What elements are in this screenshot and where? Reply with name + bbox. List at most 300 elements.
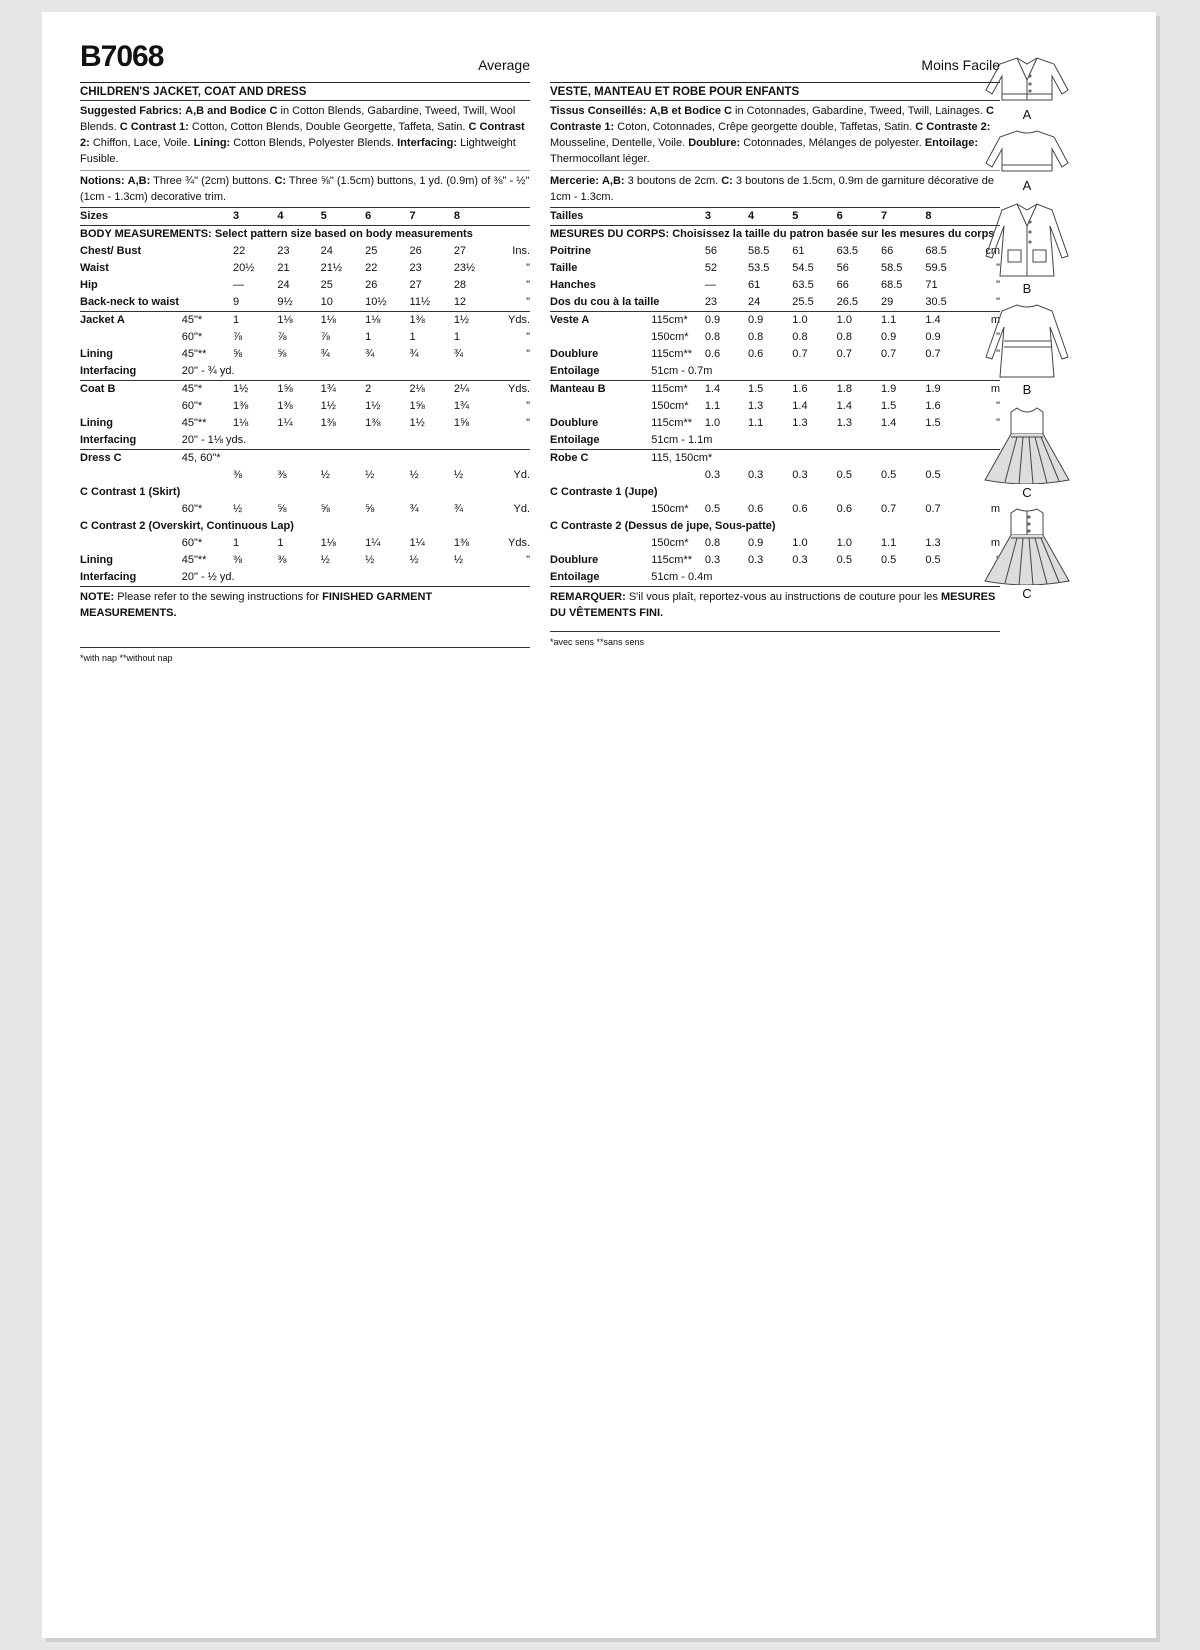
size-value: 7 <box>881 208 925 226</box>
row-value: 1.1 <box>704 400 721 412</box>
row-value: 0.7 <box>792 348 808 360</box>
row-value: 0.5 <box>836 554 852 566</box>
notions: Notions: A,B: Three ¾" (2cm) buttons. C: Three ⅝" (1.5cm) buttons, 1 yd. (0.9m) of ⅜" - ½" (1cm - 1.3cm) decorative trim. <box>80 170 530 205</box>
row-value: 25.5 <box>792 296 814 308</box>
table-row <box>550 329 1000 346</box>
row-label: C Contraste 1 (Jupe) <box>550 486 658 498</box>
row-unit: m <box>965 381 1000 399</box>
row-value: 23½ <box>453 262 476 274</box>
jacket-front-icon <box>982 54 1072 106</box>
row-value: 1.1 <box>747 417 764 429</box>
row-value: 1.6 <box>925 400 941 412</box>
table-row <box>80 363 530 381</box>
table-row <box>550 535 1000 552</box>
figure-b-back: B <box>972 301 1082 396</box>
measurement-table <box>80 207 530 586</box>
row-label: Coat B <box>80 381 182 399</box>
row-value: 1⅜ <box>232 400 249 412</box>
row-value: 0.7 <box>880 348 897 360</box>
row-value: 0.9 <box>880 331 897 343</box>
figure-b-front: B <box>972 200 1082 295</box>
row-value: 0.3 <box>747 469 764 481</box>
row-value: 23 <box>277 245 290 257</box>
row-value: 26 <box>365 279 378 291</box>
row-unit: cm <box>985 245 1000 257</box>
row-value: 30.5 <box>925 296 947 308</box>
row-value: 56 <box>704 245 718 257</box>
fabric-width: 20" - ¾ yd. <box>181 365 235 377</box>
row-value: ½ <box>320 554 330 566</box>
row-value: ⅜ <box>232 469 243 481</box>
row-label <box>550 467 651 484</box>
difficulty-level: Moins Facile <box>921 57 1000 73</box>
row-label: Entoilage <box>550 365 600 377</box>
row-label <box>550 329 651 346</box>
row-value: 1 <box>365 331 372 343</box>
sizes-label: Sizes <box>80 208 233 226</box>
row-label: Chest/ Bust <box>80 245 142 257</box>
fabric-width: 45, 60"* <box>182 450 530 468</box>
notions: Mercerie: A,B: 3 boutons de 2cm. C: 3 boutons de 1.5cm, 0.9m de garniture décorative de 1cm - 1.3cm. <box>550 170 1000 205</box>
row-label <box>550 501 651 518</box>
row-value: 0.8 <box>836 331 852 343</box>
note: REMARQUER: S'il vous plaît, reportez-vous au instructions de couture pour les MESURES DU VÊTEMENTS FINI. <box>550 586 1000 621</box>
size-value: 4 <box>277 208 320 226</box>
row-value: 0.6 <box>836 503 852 515</box>
size-value: 5 <box>321 208 365 226</box>
row-value: 21½ <box>320 262 343 274</box>
pattern-sheet <box>42 12 1156 1638</box>
row-label: Robe C <box>550 450 651 468</box>
table-row <box>550 363 1000 381</box>
size-value: 3 <box>233 208 277 226</box>
row-value: 1 <box>453 331 460 343</box>
size-value: 8 <box>454 208 494 226</box>
row-value: ⅞ <box>277 331 287 343</box>
row-value: ¾ <box>409 503 419 515</box>
row-value: 23 <box>704 296 718 308</box>
row-value: ⅜ <box>277 469 287 481</box>
table-row <box>80 381 530 399</box>
row-value: ⅞ <box>320 331 330 343</box>
row-label: Manteau B <box>550 381 651 399</box>
row-value: 11½ <box>409 296 431 308</box>
row-value: 0.5 <box>925 554 941 566</box>
row-value: 1.1 <box>881 312 925 330</box>
dress-front-icon <box>979 404 1075 484</box>
row-value: 1.0 <box>836 537 852 549</box>
sizes-row <box>550 208 1000 226</box>
row-value: 1.9 <box>881 381 925 399</box>
row-value: 24 <box>747 296 761 308</box>
french-column <box>550 12 1000 647</box>
row-value: 1¾ <box>321 381 365 399</box>
row-label: C Contrast 2 (Overskirt, Continuous Lap) <box>80 520 294 532</box>
row-value: 1⅛ <box>277 312 320 330</box>
row-unit: " <box>526 262 530 274</box>
row-unit: Yds. <box>507 537 530 549</box>
garment-title: CHILDREN'S JACKET, COAT AND DRESS <box>80 82 530 100</box>
table-row <box>80 432 530 450</box>
row-value: 1⅛ <box>321 312 365 330</box>
fabric-width: 45"** <box>181 554 207 566</box>
size-value: 6 <box>837 208 881 226</box>
row-value: 2¼ <box>454 381 494 399</box>
body-measurements-label: MESURES DU CORPS: Choisissez la taille du patron basée sur les mesures du corps <box>550 226 1000 244</box>
english-column <box>80 12 530 663</box>
fabric-width: 115, 150cm* <box>651 450 1000 468</box>
row-value: 66 <box>836 279 849 291</box>
row-value: 68.5 <box>880 279 903 291</box>
row-value: 1.0 <box>792 537 808 549</box>
table-row <box>80 518 530 535</box>
row-label: Taille <box>550 262 578 274</box>
row-value: 1 <box>232 537 240 549</box>
fabric-width: 115cm** <box>651 554 693 566</box>
fabric-width: 45"** <box>181 348 207 360</box>
fabric-width: 150cm* <box>651 400 689 412</box>
row-value: 1 <box>409 331 416 343</box>
row-label: Lining <box>80 348 113 360</box>
jacket-back-icon <box>982 127 1072 177</box>
figure-c-back: C <box>972 505 1082 600</box>
row-value: ⅝ <box>365 503 375 515</box>
row-value: 0.3 <box>704 469 721 481</box>
row-value: 12 <box>453 296 467 308</box>
row-value: 0.3 <box>792 554 808 566</box>
row-value: 1.0 <box>837 312 881 330</box>
fabric-width: 115cm* <box>651 381 705 399</box>
row-value: ⅝ <box>320 503 330 515</box>
row-value: 24 <box>277 279 290 291</box>
row-label: Veste A <box>550 312 651 330</box>
row-label <box>80 535 182 552</box>
figure-a-front: A <box>972 54 1082 121</box>
row-value: 1.4 <box>880 417 897 429</box>
row-value: 1¼ <box>365 537 381 549</box>
row-label: Doublure <box>550 348 599 360</box>
row-value: 0.3 <box>704 554 721 566</box>
row-value: 25 <box>365 245 378 257</box>
row-value: ½ <box>320 469 330 481</box>
table-row <box>550 467 1000 484</box>
row-value: 1.3 <box>925 537 941 549</box>
size-value: 7 <box>410 208 454 226</box>
body-measurements-label: BODY MEASUREMENTS: Select pattern size based on body measurements <box>80 226 530 244</box>
row-value: 1⅜ <box>320 417 336 429</box>
row-value: 52 <box>704 262 718 274</box>
row-value: ½ <box>365 554 375 566</box>
fabric-width: 20" - ½ yd. <box>181 571 235 583</box>
row-unit: " <box>996 348 1000 360</box>
row-value: 66 <box>880 245 894 257</box>
row-value: ⅝ <box>277 348 287 360</box>
row-value: 1⅛ <box>232 417 249 429</box>
coat-back-icon <box>982 301 1072 381</box>
row-value: 0.6 <box>747 503 764 515</box>
sizes-label: Tailles <box>550 208 705 226</box>
fabric-width <box>182 467 233 484</box>
table-row <box>550 398 1000 415</box>
row-label: C Contraste 2 (Dessus de jupe, Sous-patte) <box>550 520 776 532</box>
row-value: ¾ <box>409 348 419 360</box>
row-value: 1½ <box>365 400 381 412</box>
row-value: — <box>704 279 716 291</box>
row-value: 68.5 <box>925 245 947 257</box>
footnote: *with nap **without nap <box>80 647 530 663</box>
row-value: 53.5 <box>747 262 770 274</box>
row-value: ⅝ <box>232 348 243 360</box>
table-row <box>550 243 1000 260</box>
sizes-row <box>80 208 530 226</box>
row-label: Entoilage <box>550 434 600 446</box>
fabric-width: 115cm* <box>651 312 705 330</box>
row-label: Hanches <box>550 279 596 291</box>
row-unit: " <box>526 554 530 566</box>
row-value: 26 <box>409 245 422 257</box>
row-label <box>550 535 651 552</box>
row-value: 0.3 <box>747 554 764 566</box>
row-value: 0.6 <box>747 348 764 360</box>
row-value: 1.3 <box>792 417 808 429</box>
table-row <box>550 381 1000 399</box>
table-row <box>80 569 530 586</box>
fabric-width: 115cm** <box>651 417 693 429</box>
row-unit: " <box>526 279 530 291</box>
row-label: Interfacing <box>80 365 137 377</box>
row-value: 1.4 <box>705 381 748 399</box>
row-value: 0.9 <box>748 312 792 330</box>
row-value: 1.0 <box>704 417 721 429</box>
fabric-width: 150cm* <box>651 331 689 343</box>
row-value: 1 <box>277 537 284 549</box>
row-value: 22 <box>232 245 246 257</box>
row-value: 0.7 <box>880 503 897 515</box>
table-row <box>80 552 530 569</box>
row-value: 0.8 <box>792 331 808 343</box>
body-measurements-heading <box>550 226 1000 244</box>
row-label: Hip <box>80 279 98 291</box>
row-value: 2 <box>365 381 409 399</box>
fabric-width <box>651 467 705 484</box>
row-value: 1.1 <box>880 537 897 549</box>
unit-cell <box>493 208 530 226</box>
row-value: 0.9 <box>925 331 941 343</box>
row-value: 1.5 <box>925 417 941 429</box>
row-value: 1.4 <box>792 400 808 412</box>
fabric-width: 45"* <box>182 312 233 330</box>
row-value: 1.3 <box>836 417 852 429</box>
row-value: 59.5 <box>925 262 947 274</box>
table-row <box>80 277 530 294</box>
row-value: — <box>232 279 244 291</box>
row-label: Doublure <box>550 417 599 429</box>
fabric-width: 45"* <box>182 381 233 399</box>
row-value: 0.7 <box>925 348 941 360</box>
table-row <box>550 294 1000 312</box>
row-value: 58.5 <box>747 245 770 257</box>
row-value: 1.8 <box>837 381 881 399</box>
pattern-code: B7068 <box>80 40 164 73</box>
size-value: 6 <box>365 208 409 226</box>
row-label: Jacket A <box>80 312 182 330</box>
row-value: 24 <box>320 245 333 257</box>
row-value: 61 <box>792 245 805 257</box>
table-row <box>80 243 530 260</box>
table-row <box>80 501 530 518</box>
row-value: 0.5 <box>880 554 897 566</box>
suggested-fabrics: Tissus Conseillés: A,B et Bodice C in Cotonnades, Gabardine, Tweed, Twill, Lainages. C Contraste 1: Coton, Cotonnades, Crêpe georgette double, Taffetas, Satin. C Contraste 2: Mousseline, Dentelle, Voile. Doublure: Cotonnades, Mélanges de polyester. Entoilage: Thermocollant léger. <box>550 100 1000 167</box>
garment-illustrations <box>972 50 1082 600</box>
row-value: ¾ <box>320 348 330 360</box>
row-value: 1.0 <box>792 312 836 330</box>
note: NOTE: Please refer to the sewing instructions for FINISHED GARMENT MEASUREMENTS. <box>80 586 530 621</box>
row-value: 0.5 <box>925 469 941 481</box>
row-value: ¾ <box>453 503 463 515</box>
row-unit: " <box>996 262 1000 274</box>
table-row <box>80 484 530 501</box>
row-value: 1.5 <box>748 381 792 399</box>
row-value: ⅝ <box>277 503 287 515</box>
row-value: 1.3 <box>747 400 764 412</box>
table-row <box>80 450 530 468</box>
row-value: 26.5 <box>836 296 859 308</box>
table-row <box>80 535 530 552</box>
size-value: 5 <box>792 208 836 226</box>
row-value: 21 <box>277 262 290 274</box>
table-row <box>550 432 1000 450</box>
row-unit: Yds. <box>493 381 530 399</box>
footnote: *avec sens **sans sens <box>550 631 1000 647</box>
row-value: 10½ <box>365 296 387 308</box>
row-unit: " <box>996 331 1000 343</box>
size-value: 3 <box>705 208 748 226</box>
row-value: 0.5 <box>704 503 721 515</box>
row-label: Doublure <box>550 554 599 566</box>
row-value: 1.4 <box>836 400 852 412</box>
fabric-width: 51cm - 1.1m <box>651 434 713 446</box>
fabric-width: 150cm* <box>651 503 689 515</box>
row-value: 1¼ <box>277 417 293 429</box>
row-value: 1½ <box>320 400 336 412</box>
body-measurements-heading <box>80 226 530 244</box>
row-unit: " <box>526 417 530 429</box>
table-row <box>80 398 530 415</box>
row-value: 20½ <box>232 262 255 274</box>
table-row <box>550 450 1000 468</box>
row-value: 1½ <box>454 312 494 330</box>
row-value: 1.9 <box>925 381 965 399</box>
row-value: 0.5 <box>880 469 897 481</box>
size-value: 8 <box>925 208 965 226</box>
row-value: ½ <box>365 469 375 481</box>
table-row <box>550 484 1000 501</box>
row-label <box>80 501 182 518</box>
row-value: ¾ <box>365 348 375 360</box>
row-label: Interfacing <box>80 571 137 583</box>
row-value: 54.5 <box>792 262 814 274</box>
row-value: 1⅜ <box>365 417 381 429</box>
row-unit: Ins. <box>512 245 530 257</box>
table-row <box>550 501 1000 518</box>
coat-front-icon <box>982 200 1072 280</box>
row-value: ½ <box>453 554 463 566</box>
table-row <box>80 260 530 277</box>
row-value: 22 <box>365 262 378 274</box>
table-row <box>550 346 1000 363</box>
row-value: 1⅜ <box>453 537 470 549</box>
row-value: ⅞ <box>232 331 243 343</box>
row-unit: " <box>996 279 1000 291</box>
table-row <box>550 569 1000 586</box>
row-value: 0.9 <box>705 312 748 330</box>
row-value: 1.4 <box>925 312 965 330</box>
row-unit: " <box>996 417 1000 429</box>
fabric-width: 60"* <box>181 537 203 549</box>
row-value: 1½ <box>233 381 277 399</box>
row-unit: Yd. <box>513 469 530 481</box>
row-value: 1⅛ <box>320 537 336 549</box>
row-unit: m <box>990 537 1000 549</box>
difficulty-level: Average <box>478 57 530 73</box>
fabric-width: 150cm* <box>651 537 689 549</box>
row-label: Entoilage <box>550 571 600 583</box>
table-row <box>80 467 530 484</box>
row-unit: m <box>990 503 1000 515</box>
row-label: Interfacing <box>80 434 137 446</box>
row-value: ½ <box>409 554 419 566</box>
fabric-width: 51cm - 0.7m <box>651 365 713 377</box>
figure-a-back: A <box>972 127 1082 192</box>
suggested-fabrics: Suggested Fabrics: A,B and Bodice C in Cotton Blends, Gabardine, Tweed, Twill, Wool Blends. C Contrast 1: Cotton, Cotton Blends, Double Georgette, Taffeta, Satin. C Contrast 2: Chiffon, Lace, Voile. Lining: Cotton Blends, Polyester Blends. Interfacing: Lightweight Fusible. <box>80 100 530 167</box>
figure-c-front: C <box>972 404 1082 499</box>
row-label <box>550 398 651 415</box>
row-value: 28 <box>453 279 467 291</box>
table-row <box>80 415 530 432</box>
row-value: 29 <box>880 296 894 308</box>
row-value: 0.8 <box>704 537 721 549</box>
row-value: 1.6 <box>792 381 836 399</box>
row-value: 1⅛ <box>365 312 409 330</box>
row-value: 0.8 <box>747 331 764 343</box>
row-unit: " <box>996 400 1000 412</box>
row-label: Lining <box>80 417 113 429</box>
row-value: ¾ <box>453 348 463 360</box>
row-value: 61 <box>747 279 761 291</box>
row-label <box>80 398 182 415</box>
row-value: 1½ <box>409 417 425 429</box>
row-value: ⅜ <box>277 554 287 566</box>
row-value: ½ <box>409 469 419 481</box>
row-label: Dos du cou à la taille <box>550 296 660 308</box>
row-value: 1 <box>233 312 277 330</box>
row-unit: " <box>526 400 530 412</box>
table-row <box>80 312 530 330</box>
row-label: Poitrine <box>550 245 591 257</box>
row-value: ½ <box>453 469 463 481</box>
fabric-width: 115cm** <box>651 348 693 360</box>
table-row <box>80 329 530 346</box>
fabric-width: 60"* <box>181 503 203 515</box>
row-unit: " <box>526 348 530 360</box>
table-row <box>550 277 1000 294</box>
row-label: Lining <box>80 554 113 566</box>
row-label: Back-neck to waist <box>80 296 180 308</box>
row-value: 0.7 <box>925 503 941 515</box>
row-label <box>80 329 182 346</box>
row-unit: m <box>965 312 1000 330</box>
row-unit: Yd. <box>513 503 530 515</box>
